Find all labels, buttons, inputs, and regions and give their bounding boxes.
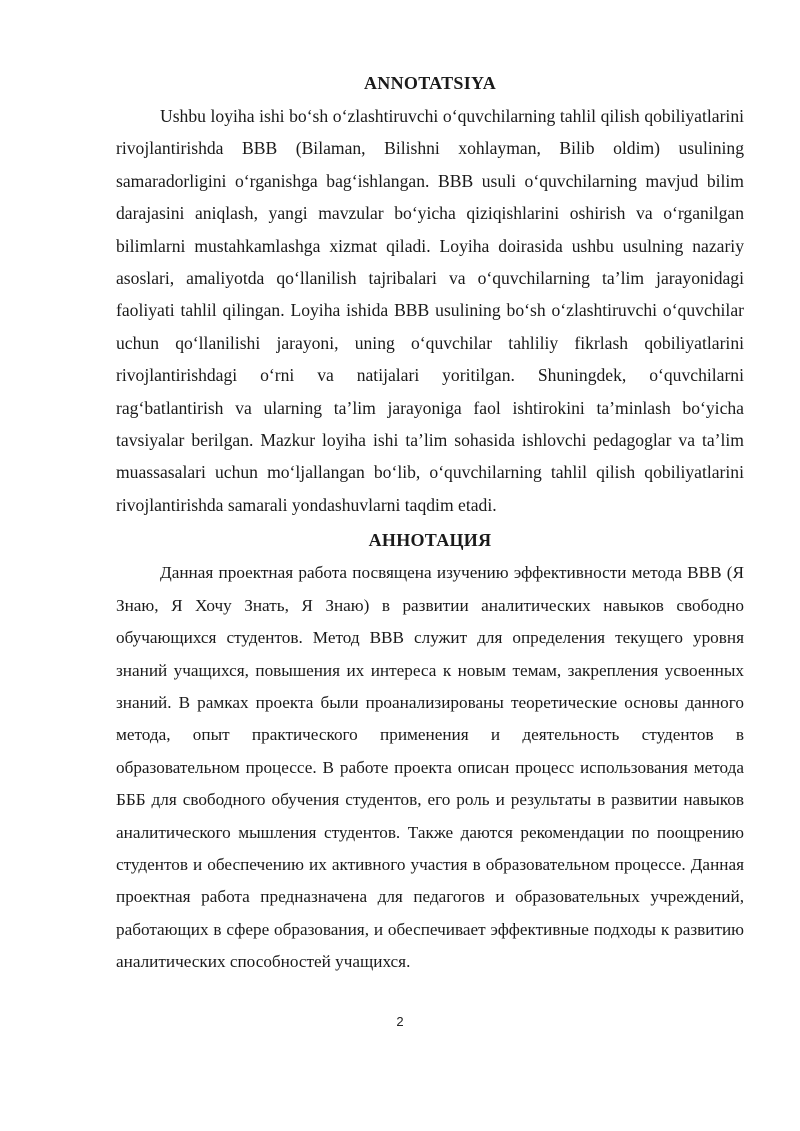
document-page	[116, 66, 744, 979]
annotation-paragraph-russian: Данная проектная работа посвящена изучению эффективности метода BBB (Я Знаю, Я Хочу Знать, Я Знаю) в развитии аналитических навыков свободно обучающихся студентов. Метод BBB служит для определения текущего уровня знаний учащихся, повышения их интереса к новым темам, закрепления усвоенных знаний. В рамках проекта были проанализированы теоретические основы данного метода, опыт практического применения и деятельность студентов в образовательном процессе. В работе проекта описан процесс использования метода БББ для свободного обучения студентов, его роль и результаты в развитии навыков аналитического мышления студентов. Также даются рекомендации по поощрению студентов и обеспечению их активного участия в образовательном процессе. Данная проектная работа предназначена для педагогов и образовательных учреждений, работающих в сфере образования, и обеспечивает эффективные подходы к развитию аналитических способностей учащихся.	[116, 563, 744, 972]
heading-uzbek: ANNOTATSIYA	[364, 73, 496, 93]
annotation-paragraph-uzbek: Ushbu loyiha ishi bo‘sh o‘zlashtiruvchi o‘quvchilarning tahlil qilish qobiliyatlarini rivojlantirishda BBB (Bilaman, Bilishni xohlayman, Bilib oldim) usulining samaradorligini o‘rganishga bag‘ishlangan. BBB usuli o‘quvchilarning mavjud bilim darajasini aniqlash, yangi mavzular bo‘yicha qiziqishlarini oshirish va o‘rganilgan bilimlarni mustahkamlashga xizmat qiladi. Loyiha doirasida ushbu usulning nazariy asoslari, amaliyotda qo‘llanilish tajribalari va o‘quvchilarning ta’lim jarayonidagi faoliyati tahlil qilingan. Loyiha ishida BBB usulining bo‘sh o‘zlashtiruvchi o‘quvchilar uchun qo‘llanilishi jarayoni, uning o‘quvchilar tahliliy fikrlash qobiliyatlarini rivojlantirishdagi o‘rni va natijalari yoritilgan. Shuningdek, o‘quvchilarni rag‘batlantirish va ularning ta’lim jarayoniga faol ishtirokini ta’minlash bo‘yicha tavsiyalar berilgan. Mazkur loyiha ishi ta’lim sohasida ishlovchi pedagoglar va ta’lim muassasalari uchun mo‘ljallangan bo‘lib, o‘quvchilarning tahlil qilish qobiliyatlarini rivojlantirishda samarali yondashuvlarni taqdim etadi.	[116, 106, 744, 515]
page-number: 2	[396, 1014, 404, 1029]
heading-russian: АННОТАЦИЯ	[368, 530, 492, 551]
